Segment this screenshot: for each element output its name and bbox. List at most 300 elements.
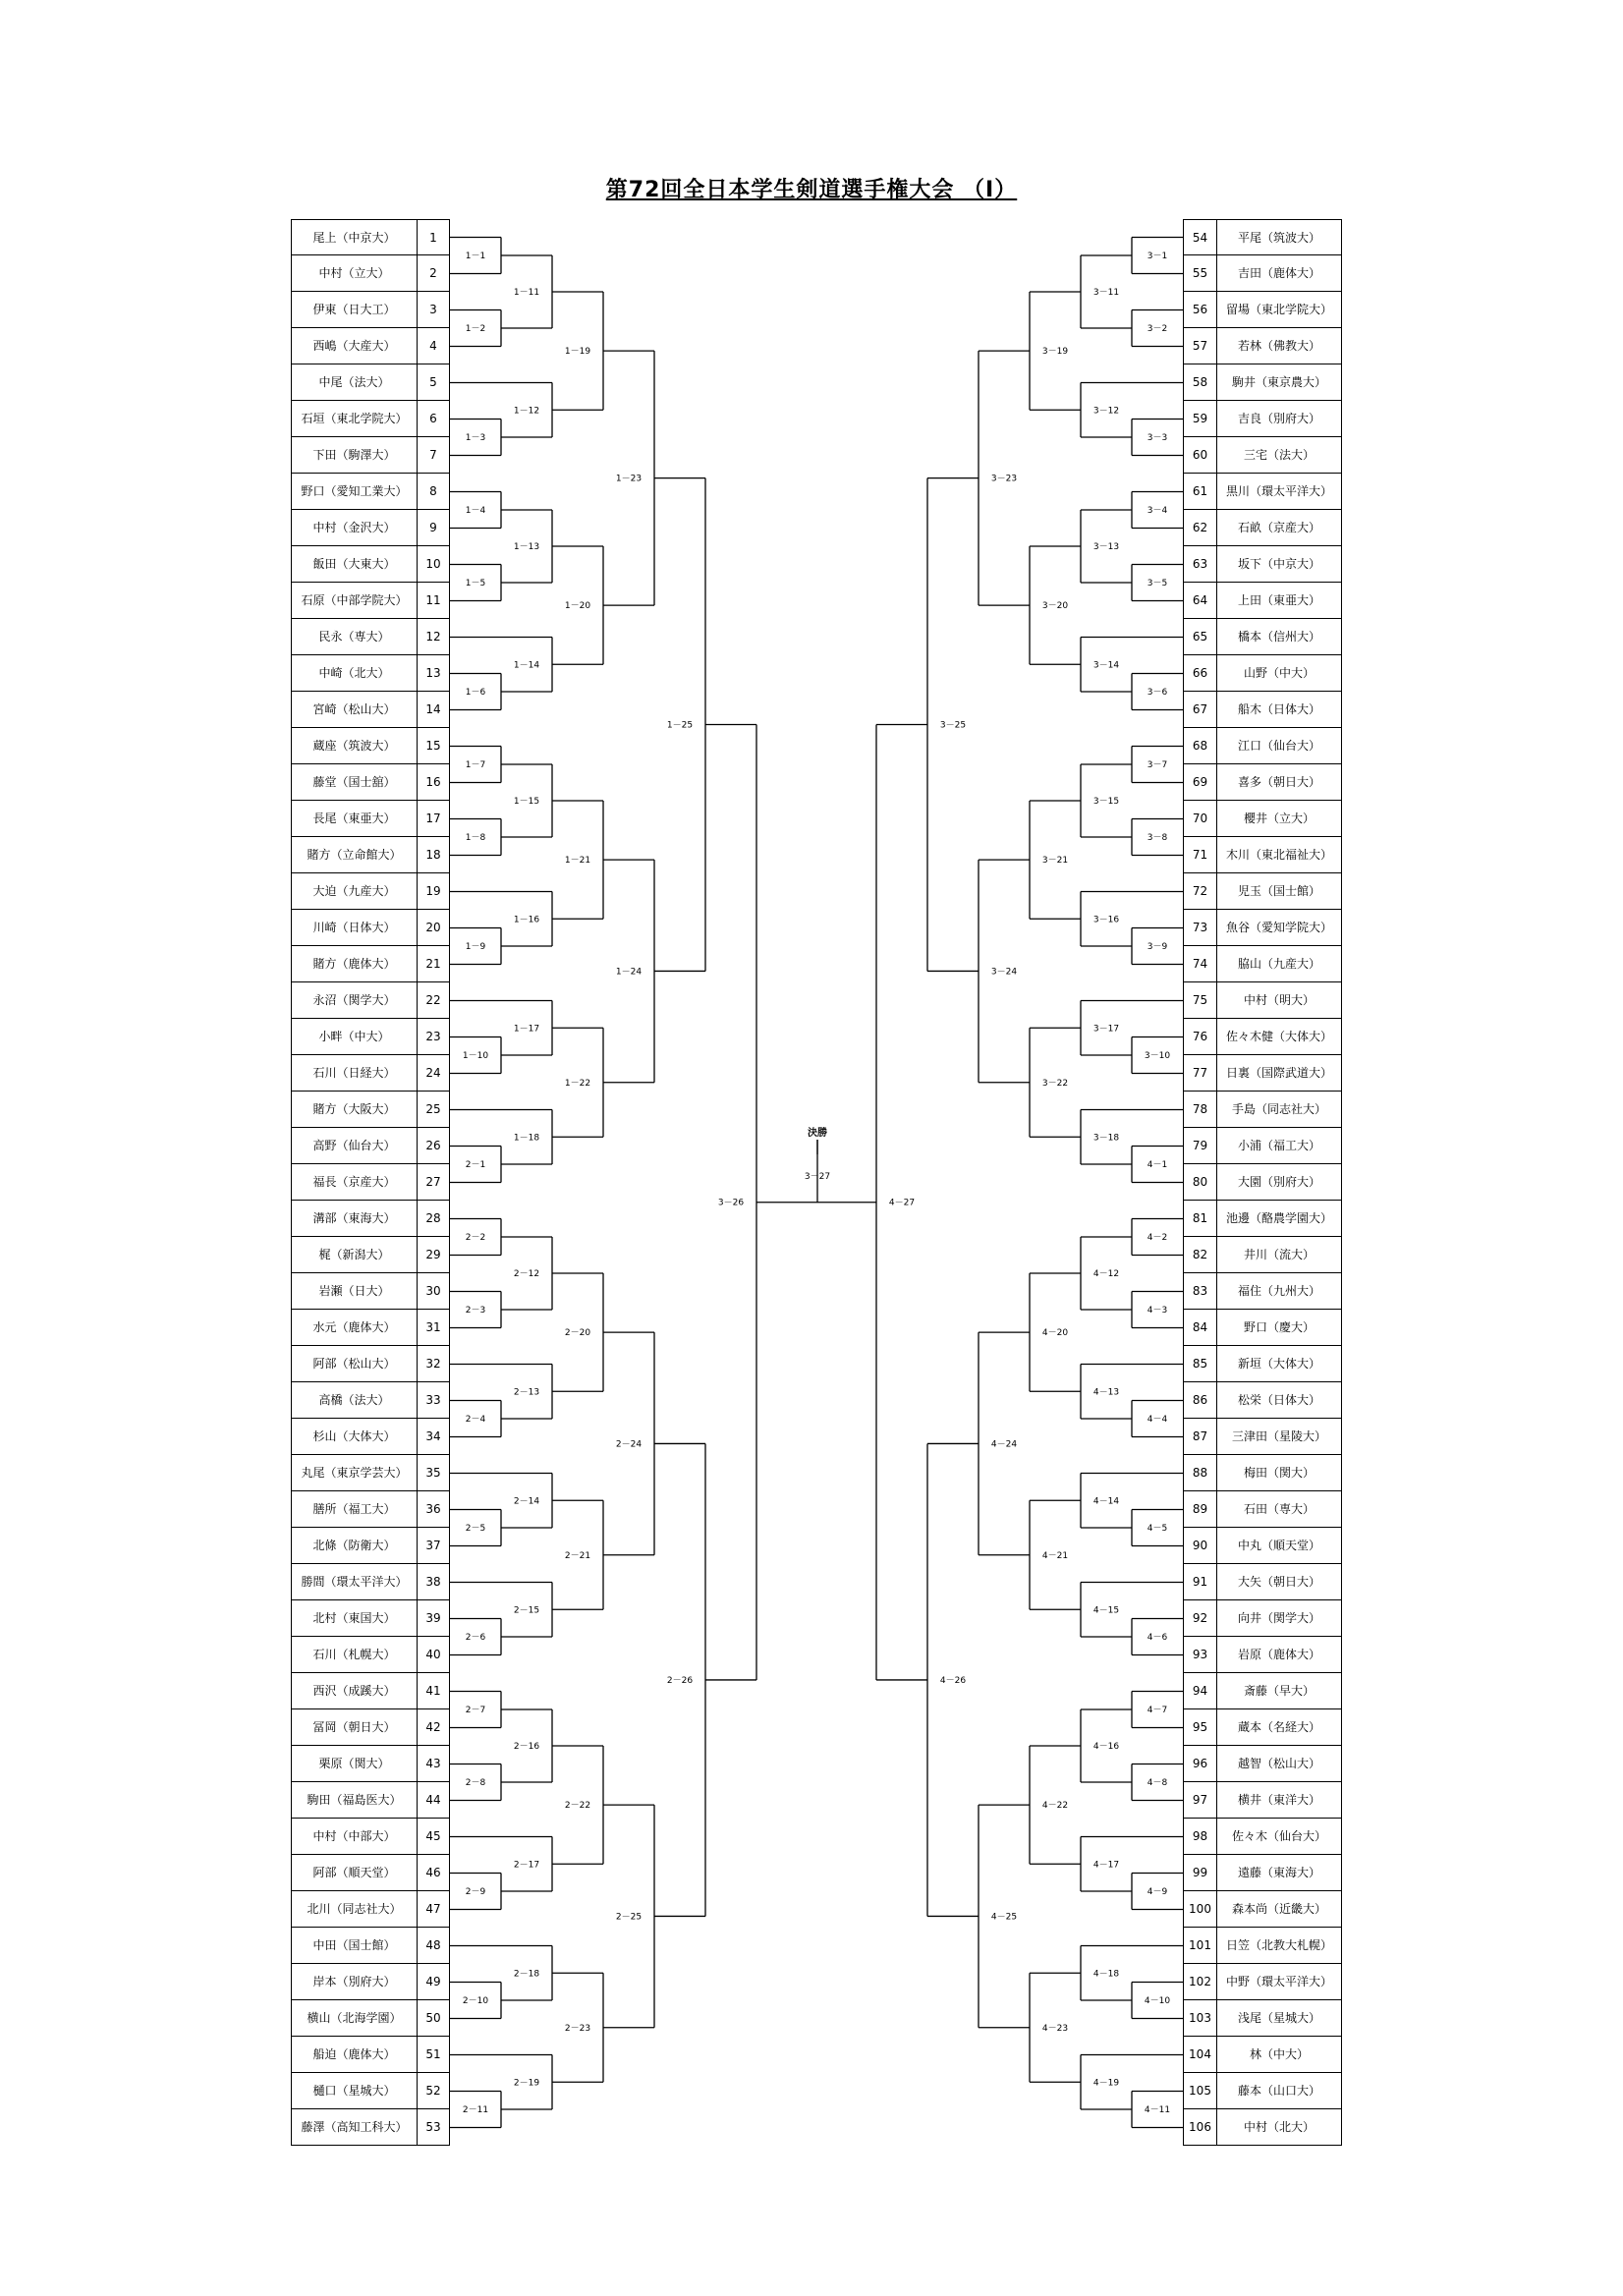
match-label: 2－12 [513, 1269, 540, 1279]
player-number: 44 [417, 1782, 450, 1818]
player-name: 松栄（日体大） [1216, 1382, 1342, 1418]
player-name: 大園（別府大） [1216, 1164, 1342, 1200]
match-label: 3－7 [1147, 760, 1168, 770]
player-name: 横井（東洋大） [1216, 1782, 1342, 1818]
player-name: 民永（専大） [291, 619, 417, 654]
player-name: 小畔（中大） [291, 1019, 417, 1054]
player-number: 38 [417, 1564, 450, 1599]
player-number: 37 [417, 1528, 450, 1563]
player-number: 79 [1183, 1128, 1216, 1163]
player-name: 下田（駒澤大） [291, 437, 417, 473]
match-label: 4－7 [1147, 1706, 1168, 1715]
player-number: 50 [417, 2000, 450, 2036]
match-label: 1－13 [513, 542, 540, 552]
player-name: 中丸（順天堂） [1216, 1528, 1342, 1563]
player-name: 冨岡（朝日大） [291, 1709, 417, 1745]
page-title: 第72回全日本学生剣道選手権大会 （Ⅰ） [605, 178, 1018, 202]
player-name: 永沼（関学大） [291, 982, 417, 1018]
player-name: 脇山（九産大） [1216, 946, 1342, 981]
match-label: 2－24 [615, 1439, 643, 1450]
player-number: 92 [1183, 1600, 1216, 1636]
player-number: 59 [1183, 401, 1216, 436]
player-name: 梶（新潟大） [291, 1237, 417, 1272]
player-name: 児玉（国士館） [1216, 873, 1342, 909]
match-label: 3－1 [1147, 252, 1168, 261]
player-number: 16 [417, 764, 450, 800]
player-name: 池邊（酪農学園大） [1216, 1201, 1342, 1236]
match-label: 2－14 [513, 1496, 540, 1507]
match-label: 4－6 [1147, 1633, 1168, 1643]
player-name: 船木（日体大） [1216, 692, 1342, 727]
match-label: 2－23 [564, 2023, 591, 2034]
player-number: 102 [1183, 1964, 1216, 1999]
player-name: 石田（専大） [1216, 1491, 1342, 1527]
player-number: 78 [1183, 1092, 1216, 1127]
player-name: 若林（佛教大） [1216, 328, 1342, 364]
player-name: 樋口（星城大） [291, 2073, 417, 2108]
player-name: 栗原（関大） [291, 1746, 417, 1781]
match-label: 4－18 [1092, 1969, 1120, 1980]
match-label: 2－5 [465, 1524, 486, 1534]
player-name: 櫻井（立大） [1216, 801, 1342, 836]
player-number: 93 [1183, 1637, 1216, 1672]
match-label: 3－18 [1092, 1133, 1120, 1144]
player-name: 江口（仙台大） [1216, 728, 1342, 763]
player-number: 58 [1183, 364, 1216, 400]
match-label: 3－23 [990, 474, 1018, 484]
match-label: 4－10 [1144, 1996, 1171, 2006]
player-name: 横山（北海学園） [291, 2000, 417, 2036]
player-number: 18 [417, 837, 450, 872]
match-label: 1－10 [462, 1051, 489, 1061]
player-number: 90 [1183, 1528, 1216, 1563]
player-name: 遠藤（東海大） [1216, 1855, 1342, 1890]
player-name: 杉山（大体大） [291, 1419, 417, 1454]
player-name: 浅尾（星城大） [1216, 2000, 1342, 2036]
player-number: 85 [1183, 1346, 1216, 1381]
player-number: 23 [417, 1019, 450, 1054]
player-name: 勝間（環太平洋大） [291, 1564, 417, 1599]
player-name: 日笠（北教大札幌） [1216, 1928, 1342, 1963]
match-label: 3－21 [1041, 856, 1069, 867]
match-label: 2－10 [462, 1996, 489, 2006]
match-label: 3－13 [1092, 542, 1120, 552]
player-number: 4 [417, 328, 450, 364]
player-number: 55 [1183, 255, 1216, 291]
player-name: 水元（鹿体大） [291, 1310, 417, 1345]
player-name: 新垣（大体大） [1216, 1346, 1342, 1381]
player-name: 木川（東北福祉大） [1216, 837, 1342, 872]
player-name: 川崎（日体大） [291, 910, 417, 945]
player-name: 橋本（信州大） [1216, 619, 1342, 654]
player-number: 19 [417, 873, 450, 909]
match-label: 1－14 [513, 660, 540, 671]
player-name: 吉良（別府大） [1216, 401, 1342, 436]
match-label: 4－2 [1147, 1233, 1168, 1243]
match-label: 4－23 [1041, 2023, 1069, 2034]
player-number: 83 [1183, 1273, 1216, 1309]
match-label: 2－7 [465, 1706, 486, 1715]
player-number: 11 [417, 583, 450, 618]
player-number: 34 [417, 1419, 450, 1454]
player-number: 43 [417, 1746, 450, 1781]
player-number: 24 [417, 1055, 450, 1091]
player-number: 77 [1183, 1055, 1216, 1091]
match-label: 1－1 [465, 252, 486, 261]
player-number: 106 [1183, 2109, 1216, 2145]
match-label: 2－20 [564, 1328, 591, 1339]
player-name: 中村（立大） [291, 255, 417, 291]
player-number: 104 [1183, 2037, 1216, 2072]
player-name: 大矢（朝日大） [1216, 1564, 1342, 1599]
player-name: 大迫（九産大） [291, 873, 417, 909]
player-name: 平尾（筑波大） [1216, 220, 1342, 255]
player-name: 蔵本（名経大） [1216, 1709, 1342, 1745]
player-number: 25 [417, 1092, 450, 1127]
match-label: 3－25 [939, 720, 967, 731]
player-name: 三津田（星陵大） [1216, 1419, 1342, 1454]
player-name: 膳所（福工大） [291, 1491, 417, 1527]
player-name: 北川（同志社大） [291, 1891, 417, 1927]
player-number: 29 [417, 1237, 450, 1272]
player-name: 岩原（鹿体大） [1216, 1637, 1342, 1672]
match-label: 1－24 [615, 967, 643, 978]
player-name: 駒田（福島医大） [291, 1782, 417, 1818]
match-label: 4－21 [1041, 1550, 1069, 1561]
player-name: 船迫（鹿体大） [291, 2037, 417, 2072]
player-number: 12 [417, 619, 450, 654]
player-number: 3 [417, 292, 450, 327]
match-label: 4－27 [888, 1198, 916, 1208]
player-number: 71 [1183, 837, 1216, 872]
match-label: 2－26 [666, 1675, 694, 1686]
player-name: 蔵座（筑波大） [291, 728, 417, 763]
player-number: 96 [1183, 1746, 1216, 1781]
match-label: 1－18 [513, 1133, 540, 1144]
player-name: 西嶋（大産大） [291, 328, 417, 364]
match-label: 1－5 [465, 579, 486, 588]
player-number: 41 [417, 1673, 450, 1708]
player-number: 105 [1183, 2073, 1216, 2108]
player-number: 97 [1183, 1782, 1216, 1818]
player-number: 98 [1183, 1819, 1216, 1854]
player-number: 103 [1183, 2000, 1216, 2036]
player-number: 66 [1183, 655, 1216, 691]
player-number: 89 [1183, 1491, 1216, 1527]
match-label: 3－3 [1147, 433, 1168, 443]
match-label: 2－22 [564, 1801, 591, 1812]
player-number: 75 [1183, 982, 1216, 1018]
player-number: 26 [417, 1128, 450, 1163]
player-name: 森本尚（近畿大） [1216, 1891, 1342, 1927]
player-number: 95 [1183, 1709, 1216, 1745]
player-number: 49 [417, 1964, 450, 1999]
player-name: 中村（中部大） [291, 1819, 417, 1854]
match-label: 2－4 [465, 1415, 486, 1425]
match-label: 1－6 [465, 688, 486, 698]
player-name: 岸本（別府大） [291, 1964, 417, 1999]
match-label: 2－18 [513, 1969, 540, 1980]
player-number: 27 [417, 1164, 450, 1200]
match-label: 3－15 [1092, 797, 1120, 807]
match-label: 4－22 [1041, 1801, 1069, 1812]
player-number: 10 [417, 546, 450, 582]
player-name: 手島（同志社大） [1216, 1092, 1342, 1127]
player-number: 56 [1183, 292, 1216, 327]
player-name: 中村（北大） [1216, 2109, 1342, 2145]
match-label: 4－5 [1147, 1524, 1168, 1534]
match-label: 1－17 [513, 1024, 540, 1035]
match-label: 3－12 [1092, 406, 1120, 417]
player-name: 西沢（成蹊大） [291, 1673, 417, 1708]
player-name: 斎藤（早大） [1216, 1673, 1342, 1708]
player-number: 46 [417, 1855, 450, 1890]
player-name: 越智（松山大） [1216, 1746, 1342, 1781]
match-label: 2－8 [465, 1778, 486, 1788]
match-label: 4－1 [1147, 1160, 1168, 1170]
match-label: 1－19 [564, 347, 591, 358]
player-number: 63 [1183, 546, 1216, 582]
player-name: 中田（国士館） [291, 1928, 417, 1963]
final-match-label: 3－27 [804, 1172, 831, 1182]
match-label: 1－22 [564, 1078, 591, 1089]
player-name: 三宅（法大） [1216, 437, 1342, 473]
player-name: 梅田（関大） [1216, 1455, 1342, 1490]
player-name: 井川（流大） [1216, 1237, 1342, 1272]
match-label: 4－26 [939, 1675, 967, 1686]
player-name: 石畝（京産大） [1216, 510, 1342, 545]
match-label: 1－25 [666, 720, 694, 731]
match-label: 1－21 [564, 856, 591, 867]
player-number: 9 [417, 510, 450, 545]
player-number: 20 [417, 910, 450, 945]
player-number: 51 [417, 2037, 450, 2072]
match-label: 1－8 [465, 833, 486, 843]
match-label: 2－15 [513, 1605, 540, 1616]
match-label: 3－9 [1147, 942, 1168, 952]
player-number: 88 [1183, 1455, 1216, 1490]
player-number: 100 [1183, 1891, 1216, 1927]
player-number: 14 [417, 692, 450, 727]
match-label: 1－3 [465, 433, 486, 443]
player-name: 高野（仙台大） [291, 1128, 417, 1163]
match-label: 2－11 [462, 2105, 489, 2115]
player-name: 北村（東国大） [291, 1600, 417, 1636]
match-label: 3－4 [1147, 506, 1168, 516]
player-number: 42 [417, 1709, 450, 1745]
player-number: 48 [417, 1928, 450, 1963]
player-name: 高橋（法大） [291, 1382, 417, 1418]
player-name: 上田（東亜大） [1216, 583, 1342, 618]
player-name: 野口（愛知工業大） [291, 474, 417, 509]
match-label: 2－3 [465, 1306, 486, 1316]
player-name: 藤堂（国士舘） [291, 764, 417, 800]
match-label: 2－17 [513, 1860, 540, 1871]
match-label: 3－26 [717, 1198, 745, 1208]
player-number: 8 [417, 474, 450, 509]
player-name: 中尾（法大） [291, 364, 417, 400]
match-label: 3－17 [1092, 1024, 1120, 1035]
match-label: 3－6 [1147, 688, 1168, 698]
player-number: 68 [1183, 728, 1216, 763]
match-label: 4－11 [1144, 2105, 1171, 2115]
player-number: 30 [417, 1273, 450, 1309]
player-number: 84 [1183, 1310, 1216, 1345]
match-label: 4－19 [1092, 2078, 1120, 2089]
player-number: 53 [417, 2109, 450, 2145]
match-label: 2－16 [513, 1742, 540, 1752]
match-label: 3－11 [1092, 288, 1120, 298]
match-label: 4－13 [1092, 1387, 1120, 1398]
player-name: 丸尾（東京学芸大） [291, 1455, 417, 1490]
player-name: 長尾（東亜大） [291, 801, 417, 836]
player-number: 72 [1183, 873, 1216, 909]
player-name: 佐々木健（大体大） [1216, 1019, 1342, 1054]
player-number: 73 [1183, 910, 1216, 945]
match-label: 3－16 [1092, 915, 1120, 925]
match-label: 3－2 [1147, 324, 1168, 334]
player-number: 62 [1183, 510, 1216, 545]
player-number: 91 [1183, 1564, 1216, 1599]
player-number: 33 [417, 1382, 450, 1418]
match-label: 4－25 [990, 1912, 1018, 1923]
match-label: 2－1 [465, 1160, 486, 1170]
player-number: 81 [1183, 1201, 1216, 1236]
player-name: 石原（中部学院大） [291, 583, 417, 618]
player-number: 22 [417, 982, 450, 1018]
match-label: 4－14 [1092, 1496, 1120, 1507]
match-label: 2－21 [564, 1550, 591, 1561]
player-number: 87 [1183, 1419, 1216, 1454]
match-label: 2－19 [513, 2078, 540, 2089]
player-number: 40 [417, 1637, 450, 1672]
player-name: 中野（環太平洋大） [1216, 1964, 1342, 1999]
match-label: 3－24 [990, 967, 1018, 978]
player-name: 向井（関学大） [1216, 1600, 1342, 1636]
player-name: 阿部（松山大） [291, 1346, 417, 1381]
player-number: 31 [417, 1310, 450, 1345]
match-label: 1－16 [513, 915, 540, 925]
player-name: 中村（金沢大） [291, 510, 417, 545]
match-label: 2－25 [615, 1912, 643, 1923]
player-name: 藤澤（高知工科大） [291, 2109, 417, 2145]
match-label: 1－20 [564, 601, 591, 612]
player-number: 76 [1183, 1019, 1216, 1054]
player-number: 65 [1183, 619, 1216, 654]
player-name: 賭方（立命館大） [291, 837, 417, 872]
match-label: 4－9 [1147, 1887, 1168, 1897]
player-name: 佐々木（仙台大） [1216, 1819, 1342, 1854]
player-number: 28 [417, 1201, 450, 1236]
match-label: 4－8 [1147, 1778, 1168, 1788]
player-number: 101 [1183, 1928, 1216, 1963]
player-number: 94 [1183, 1673, 1216, 1708]
match-label: 4－12 [1092, 1269, 1120, 1279]
match-label: 1－2 [465, 324, 486, 334]
player-name: 北條（防衛大） [291, 1528, 417, 1563]
player-number: 13 [417, 655, 450, 691]
player-name: 石川（札幌大） [291, 1637, 417, 1672]
player-name: 賭方（鹿体大） [291, 946, 417, 981]
player-number: 82 [1183, 1237, 1216, 1272]
player-name: 林（中大） [1216, 2037, 1342, 2072]
match-label: 1－23 [615, 474, 643, 484]
final-label: 決勝 [808, 1128, 827, 1139]
player-name: 日裏（国際武道大） [1216, 1055, 1342, 1091]
player-number: 45 [417, 1819, 450, 1854]
match-label: 1－12 [513, 406, 540, 417]
match-label: 2－9 [465, 1887, 486, 1897]
player-name: 岩瀬（日大） [291, 1273, 417, 1309]
match-label: 4－4 [1147, 1415, 1168, 1425]
player-number: 2 [417, 255, 450, 291]
match-label: 1－15 [513, 797, 540, 807]
match-label: 1－4 [465, 506, 486, 516]
player-name: 喜多（朝日大） [1216, 764, 1342, 800]
player-number: 15 [417, 728, 450, 763]
player-name: 吉田（鹿体大） [1216, 255, 1342, 291]
match-label: 4－24 [990, 1439, 1018, 1450]
player-name: 留場（東北学院大） [1216, 292, 1342, 327]
player-name: 石川（日経大） [291, 1055, 417, 1091]
player-number: 69 [1183, 764, 1216, 800]
player-name: 伊東（日大工） [291, 292, 417, 327]
player-number: 86 [1183, 1382, 1216, 1418]
player-number: 99 [1183, 1855, 1216, 1890]
player-name: 溝部（東海大） [291, 1201, 417, 1236]
player-name: 福長（京産大） [291, 1164, 417, 1200]
player-name: 福住（九州大） [1216, 1273, 1342, 1309]
player-number: 17 [417, 801, 450, 836]
match-label: 3－5 [1147, 579, 1168, 588]
player-number: 21 [417, 946, 450, 981]
player-number: 7 [417, 437, 450, 473]
player-name: 阿部（順天堂） [291, 1855, 417, 1890]
match-label: 1－7 [465, 760, 486, 770]
player-number: 1 [417, 220, 450, 255]
player-name: 藤本（山口大） [1216, 2073, 1342, 2108]
match-label: 4－15 [1092, 1605, 1120, 1616]
match-label: 4－20 [1041, 1328, 1069, 1339]
player-number: 64 [1183, 583, 1216, 618]
match-label: 1－9 [465, 942, 486, 952]
player-name: 野口（慶大） [1216, 1310, 1342, 1345]
player-name: 坂下（中京大） [1216, 546, 1342, 582]
match-label: 3－8 [1147, 833, 1168, 843]
player-number: 36 [417, 1491, 450, 1527]
player-number: 61 [1183, 474, 1216, 509]
player-number: 6 [417, 401, 450, 436]
player-number: 47 [417, 1891, 450, 1927]
player-number: 54 [1183, 220, 1216, 255]
match-label: 2－13 [513, 1387, 540, 1398]
match-label: 3－22 [1041, 1078, 1069, 1089]
match-label: 1－11 [513, 288, 540, 298]
player-number: 70 [1183, 801, 1216, 836]
player-name: 魚谷（愛知学院大） [1216, 910, 1342, 945]
player-number: 57 [1183, 328, 1216, 364]
match-label: 3－14 [1092, 660, 1120, 671]
player-number: 39 [417, 1600, 450, 1636]
player-name: 宮崎（松山大） [291, 692, 417, 727]
match-label: 4－17 [1092, 1860, 1120, 1871]
player-name: 賭方（大阪大） [291, 1092, 417, 1127]
match-label: 4－16 [1092, 1742, 1120, 1752]
player-name: 山野（中大） [1216, 655, 1342, 691]
player-number: 67 [1183, 692, 1216, 727]
player-number: 80 [1183, 1164, 1216, 1200]
player-name: 中村（明大） [1216, 982, 1342, 1018]
